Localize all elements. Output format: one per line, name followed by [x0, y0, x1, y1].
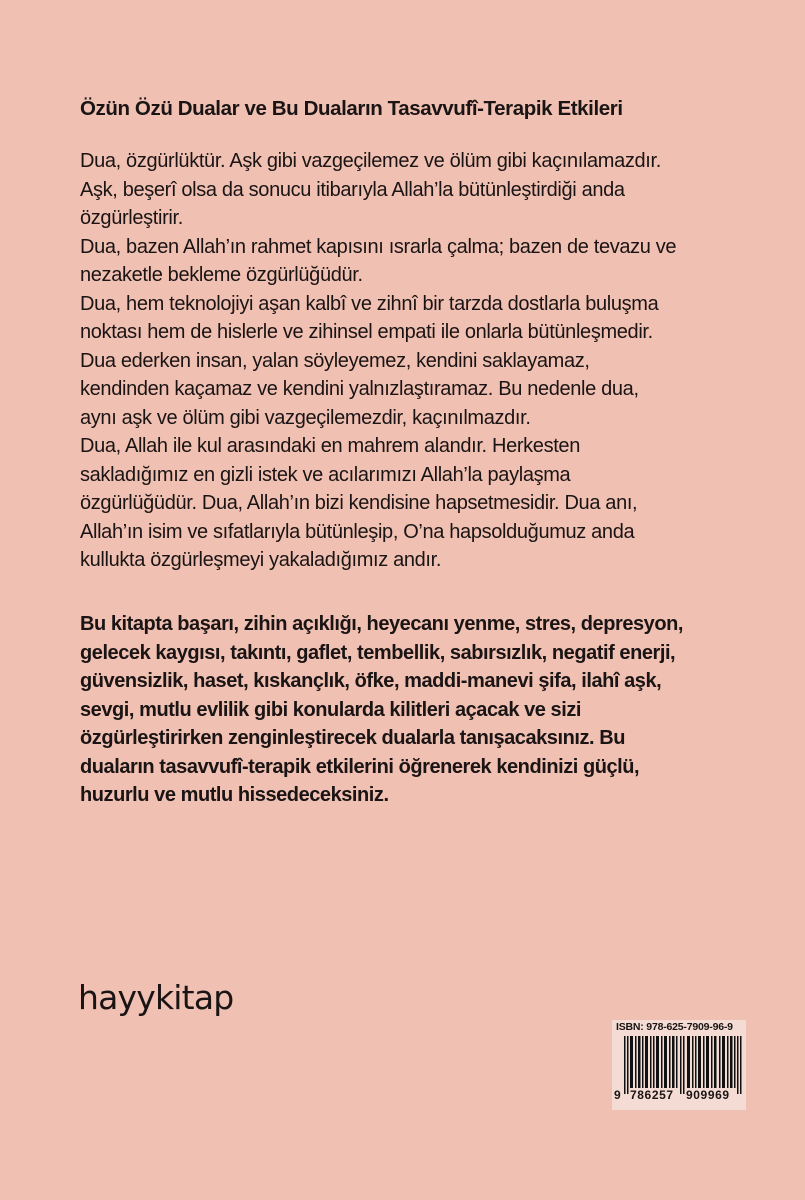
summary-line: huzurlu ve mutlu hissedeceksiniz.: [80, 784, 389, 806]
barcode-right-group: 909969: [686, 1088, 730, 1102]
isbn-barcode: [612, 1020, 746, 1110]
intro-line: Dua, bazen Allah’ın rahmet kapısını ısrarla çalma; bazen de tevazu ve: [80, 235, 677, 258]
summary-line: güvensizlik, haset, kıskançlık, öfke, maddi-manevi şifa, ilahî aşk,: [80, 670, 662, 692]
intro-line: özgürleştirir.: [80, 207, 183, 229]
intro-line: kullukta özgürleşmeyi yakaladığımız andır.: [80, 549, 442, 571]
isbn-label: ISBN: 978-625-7909-96-9: [616, 1021, 733, 1033]
summary-line: sevgi, mutlu evlilik gibi konularda kilitleri açacak ve sizi: [80, 698, 581, 721]
barcode-first-digit: 9: [614, 1088, 622, 1102]
intro-line: kendinden kaçamaz ve kendini yalnızlaştıramaz. Bu nedenle dua,: [80, 378, 639, 400]
summary-line: duaların tasavvufî-terapik etkilerini öğrenerek kendinizi güçlü,: [80, 755, 640, 778]
intro-line: Dua, hem teknolojiyi aşan kalbî ve zihnî bir tarzda dostlarla buluşma: [80, 292, 659, 315]
intro-line: Dua, özgürlüktür. Aşk gibi vazgeçilemez ve ölüm gibi kaçınılamazdır.: [80, 150, 661, 172]
intro-line: Allah’ın isim ve sıfatlarıyla bütünleşip, O’na hapsolduğumuz anda: [80, 520, 635, 543]
intro-line: özgürlüğüdür. Dua, Allah’ın bizi kendisine hapsetmesidir. Dua anı,: [80, 492, 638, 514]
intro-line: Aşk, beşerî olsa da sonucu itibarıyla Allah’la bütünleştirdiği anda: [80, 178, 625, 201]
intro-line: sakladığımız en gizli istek ve acılarımızı Allah’la paylaşma: [80, 463, 571, 486]
intro-line: aynı aşk ve ölüm gibi vazgeçilemezdir, kaçınılmazdır.: [80, 406, 531, 429]
summary-text: [80, 610, 780, 810]
barcode-left-group: 786257: [630, 1088, 674, 1102]
intro-line: Dua ederken insan, yalan söyleyemez, kendini saklayamaz,: [80, 349, 590, 372]
book-title: Özün Özü Dualar ve Bu Duaların Tasavvufî-Terapik Etkileri: [80, 97, 623, 120]
publisher-logo: hayykitap: [78, 978, 234, 1017]
summary-line: Bu kitapta başarı, zihin açıklığı, heyecanı yenme, stres, depresyon,: [80, 613, 683, 635]
intro-line: Dua, Allah ile kul arasındaki en mahrem alandır. Herkesten: [80, 435, 580, 457]
summary-line: özgürleştirirken zenginleştirecek dualarla tanışacaksınız. Bu: [80, 727, 625, 749]
barcode-digits: [613, 1088, 745, 1104]
barcode-icon: [624, 1036, 742, 1094]
intro-line: nezaketle bekleme özgürlüğüdür.: [80, 264, 363, 286]
summary-line: gelecek kaygısı, takıntı, gaflet, tembellik, sabırsızlık, negatif enerji,: [80, 641, 676, 664]
intro-text: [80, 147, 780, 575]
intro-line: noktası hem de hislerle ve zihinsel empati ile onlarla bütünleşmedir.: [80, 321, 653, 343]
